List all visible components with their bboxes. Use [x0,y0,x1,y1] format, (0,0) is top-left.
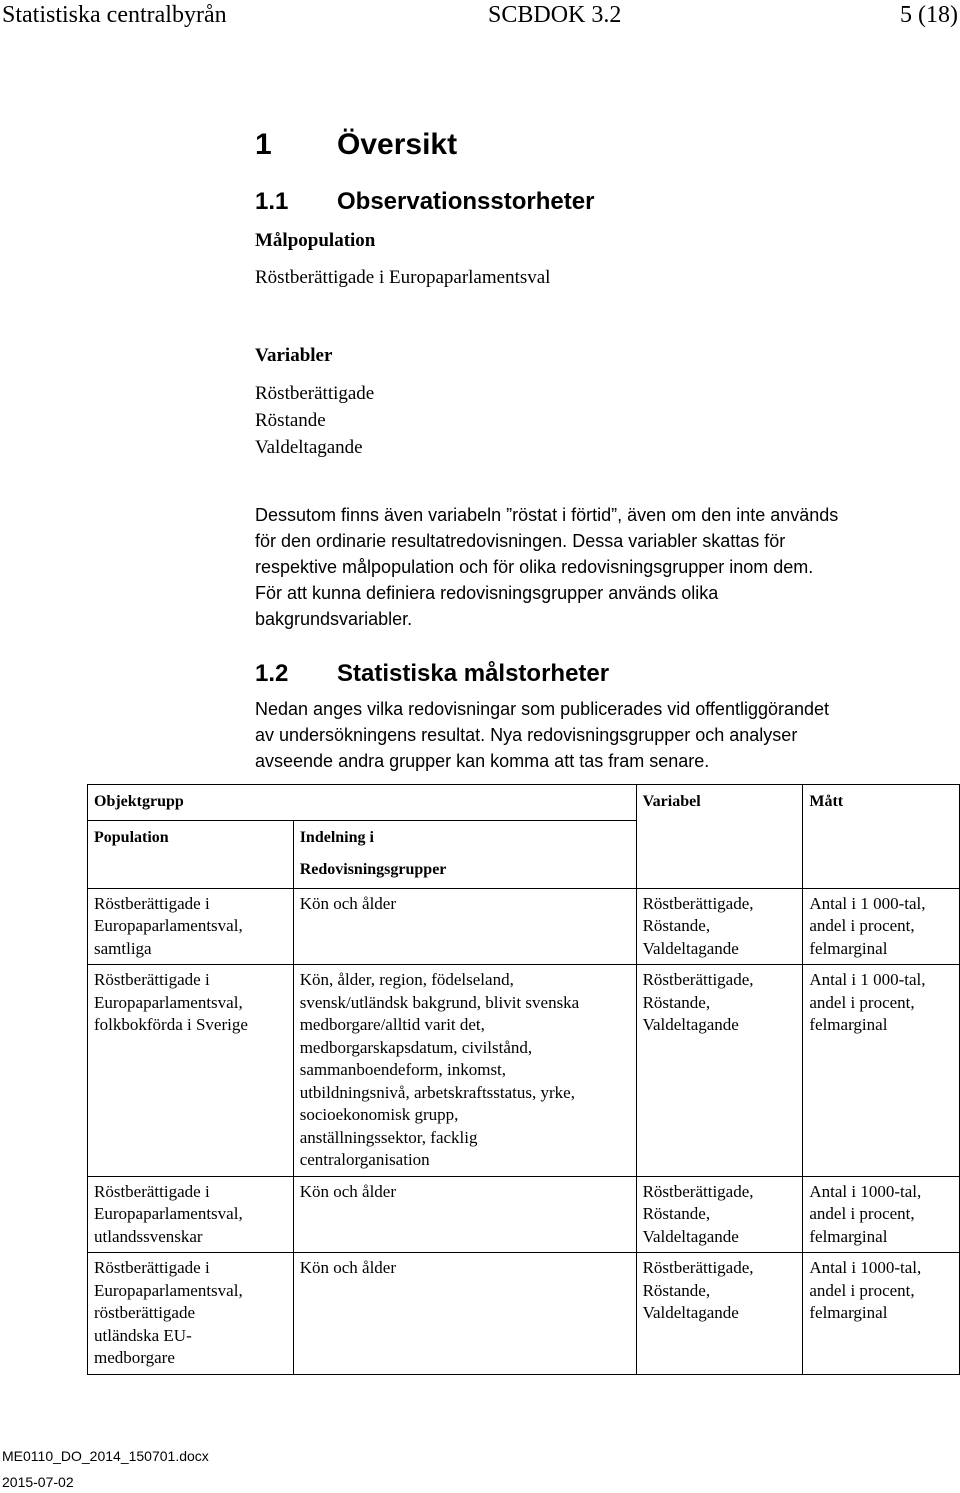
cell-line: medborgare [94,1348,175,1367]
paragraph-line: avseende andra grupper kan komma att tas fram senare. [255,751,710,771]
cell-line: medborgarskapsdatum, civilstånd, [299,1037,533,1057]
cell-line: Röstberättigade, [642,1181,754,1201]
indelning-cell [293,1176,636,1253]
malstorheter-table [87,784,960,1375]
section-1-1-number: 1.1 [255,188,289,215]
cell-line: felmarginal [809,938,888,958]
population-cell [88,888,294,965]
cell-line: felmarginal [809,1303,888,1322]
population-cell [88,1253,294,1375]
variable-item: Röstande [255,410,326,431]
section-1-number: 1 [255,128,272,161]
paragraph-line: bakgrundsvariabler. [255,609,413,629]
table-row [88,1253,960,1375]
section-1-1-title: Observationsstorheter [337,188,595,215]
footer-filename: ME0110_DO_2014_150701.docx [2,1448,209,1464]
variabel-cell [636,965,803,1177]
cell-line: medborgare/alltid varit det, [299,1015,485,1034]
cell-line: anställningssektor, facklig [299,1127,478,1147]
header-matt: Mått [803,785,960,889]
header-indelning-line: Indelning i [299,828,374,846]
malpopulation-heading: Målpopulation [255,230,376,251]
footer-date: 2015-07-02 [2,1474,74,1490]
cell-line: Valdeltagande [642,1226,739,1246]
matt-cell [803,1176,960,1253]
header-page-number: 5 (18) [900,2,958,28]
section-1-title: Översikt [337,128,458,161]
variabel-cell [636,1253,803,1375]
cell-line: Röstberättigade i [94,970,210,989]
indelning-cell [293,888,636,965]
cell-line: Kön och ålder [299,893,397,913]
header-indelning-line: Redovisningsgrupper [299,861,447,878]
cell-line: andel i procent, [809,1204,915,1223]
header-indelning [293,820,636,888]
malpopulation-text: Röstberättigade i Europaparlamentsval [255,267,551,288]
cell-line: Röstberättigade i [94,1258,210,1277]
cell-line: Röstberättigade i [94,893,210,913]
cell-line: andel i procent, [809,916,915,935]
cell-line: Kön, ålder, region, födelseland, [299,970,514,989]
cell-line: Europaparlamentsval, [94,1204,243,1223]
cell-line: Europaparlamentsval, [94,1280,243,1300]
cell-line: Antal i 1000-tal, [809,1258,922,1277]
indelning-cell [293,1253,636,1375]
cell-line: felmarginal [809,1226,888,1246]
population-cell [88,965,294,1177]
header-variabel: Variabel [636,785,803,889]
section-1-1-heading [255,185,594,219]
section-1-heading [255,123,457,167]
cell-line: sammanboendeform, inkomst, [299,1060,507,1079]
variabel-cell [636,888,803,965]
paragraph-line: för den ordinarie resultatredovisningen. Dessa variabler skattas för [255,531,786,551]
header-document-id: SCBDOK 3.2 [488,2,622,28]
cell-line: Kön och ålder [299,1181,397,1201]
cell-line: folkbokförda i Sverige [94,1015,248,1034]
cell-line: Röstberättigade i [94,1181,210,1201]
matt-cell [803,888,960,965]
cell-line: svensk/utländsk bakgrund, blivit svenska [299,992,580,1012]
matt-cell [803,1253,960,1375]
cell-line: Röstande, [642,1280,711,1300]
variabler-paragraph [255,502,955,632]
cell-line: utbildningsnivå, arbetskraftsstatus, yrke, [299,1082,575,1102]
section-1-2-number: 1.2 [255,660,289,687]
paragraph-line: av undersökningens resultat. Nya redovisningsgrupper och analyser [255,725,798,745]
cell-line: samtliga [94,938,152,958]
cell-line: utlandssvenskar [94,1226,203,1246]
table-row [88,965,960,1177]
population-cell [88,1176,294,1253]
cell-line: Antal i 1 000-tal, [809,970,926,989]
cell-line: utländska EU- [94,1325,192,1345]
cell-line: Valdeltagande [642,1015,739,1034]
cell-line: andel i procent, [809,1280,915,1300]
cell-line: Europaparlamentsval, [94,992,243,1012]
page-header [0,0,960,32]
matt-cell [803,965,960,1177]
variabler-heading: Variabler [255,345,333,366]
cell-line: centralorganisation [299,1150,430,1169]
section-1-2-title: Statistiska målstorheter [337,660,610,687]
variable-item: Röstberättigade [255,383,375,404]
section-1-2-heading [255,657,609,691]
table-header-row [88,785,960,821]
variabel-cell [636,1176,803,1253]
paragraph-line: Dessutom finns även variabeln ”röstat i förtid”, även om den inte används [255,505,839,525]
cell-line: Röstberättigade, [642,970,754,989]
cell-line: socioekonomisk grupp, [299,1105,459,1124]
header-population: Population [88,820,294,888]
cell-line: Valdeltagande [642,1303,739,1322]
cell-line: röstberättigade [94,1303,196,1322]
cell-line: Antal i 1 000-tal, [809,893,926,913]
header-objektgrupp: Objektgrupp [88,785,637,821]
section-1-2-paragraph [255,696,955,774]
table-row [88,888,960,965]
paragraph-line: För att kunna definiera redovisningsgrupper används olika [255,583,719,603]
cell-line: Röstande, [642,992,711,1012]
paragraph-line: Nedan anges vilka redovisningar som publicerades vid offentliggörandet [255,699,830,719]
paragraph-line: respektive målpopulation och för olika redovisningsgrupper inom dem. [255,557,814,577]
variable-item: Valdeltagande [255,437,363,458]
cell-line: Röstande, [642,916,711,935]
cell-line: Röstberättigade, [642,893,754,913]
cell-line: Europaparlamentsval, [94,916,243,935]
cell-line: felmarginal [809,1015,888,1034]
table-row [88,1176,960,1253]
cell-line: andel i procent, [809,992,915,1012]
indelning-cell [293,965,636,1177]
cell-line: Röstberättigade, [642,1258,754,1277]
cell-line: Antal i 1000-tal, [809,1181,922,1201]
header-organization: Statistiska centralbyrån [2,2,227,28]
cell-line: Röstande, [642,1204,711,1223]
cell-line: Valdeltagande [642,938,739,958]
cell-line: Kön och ålder [299,1258,397,1277]
